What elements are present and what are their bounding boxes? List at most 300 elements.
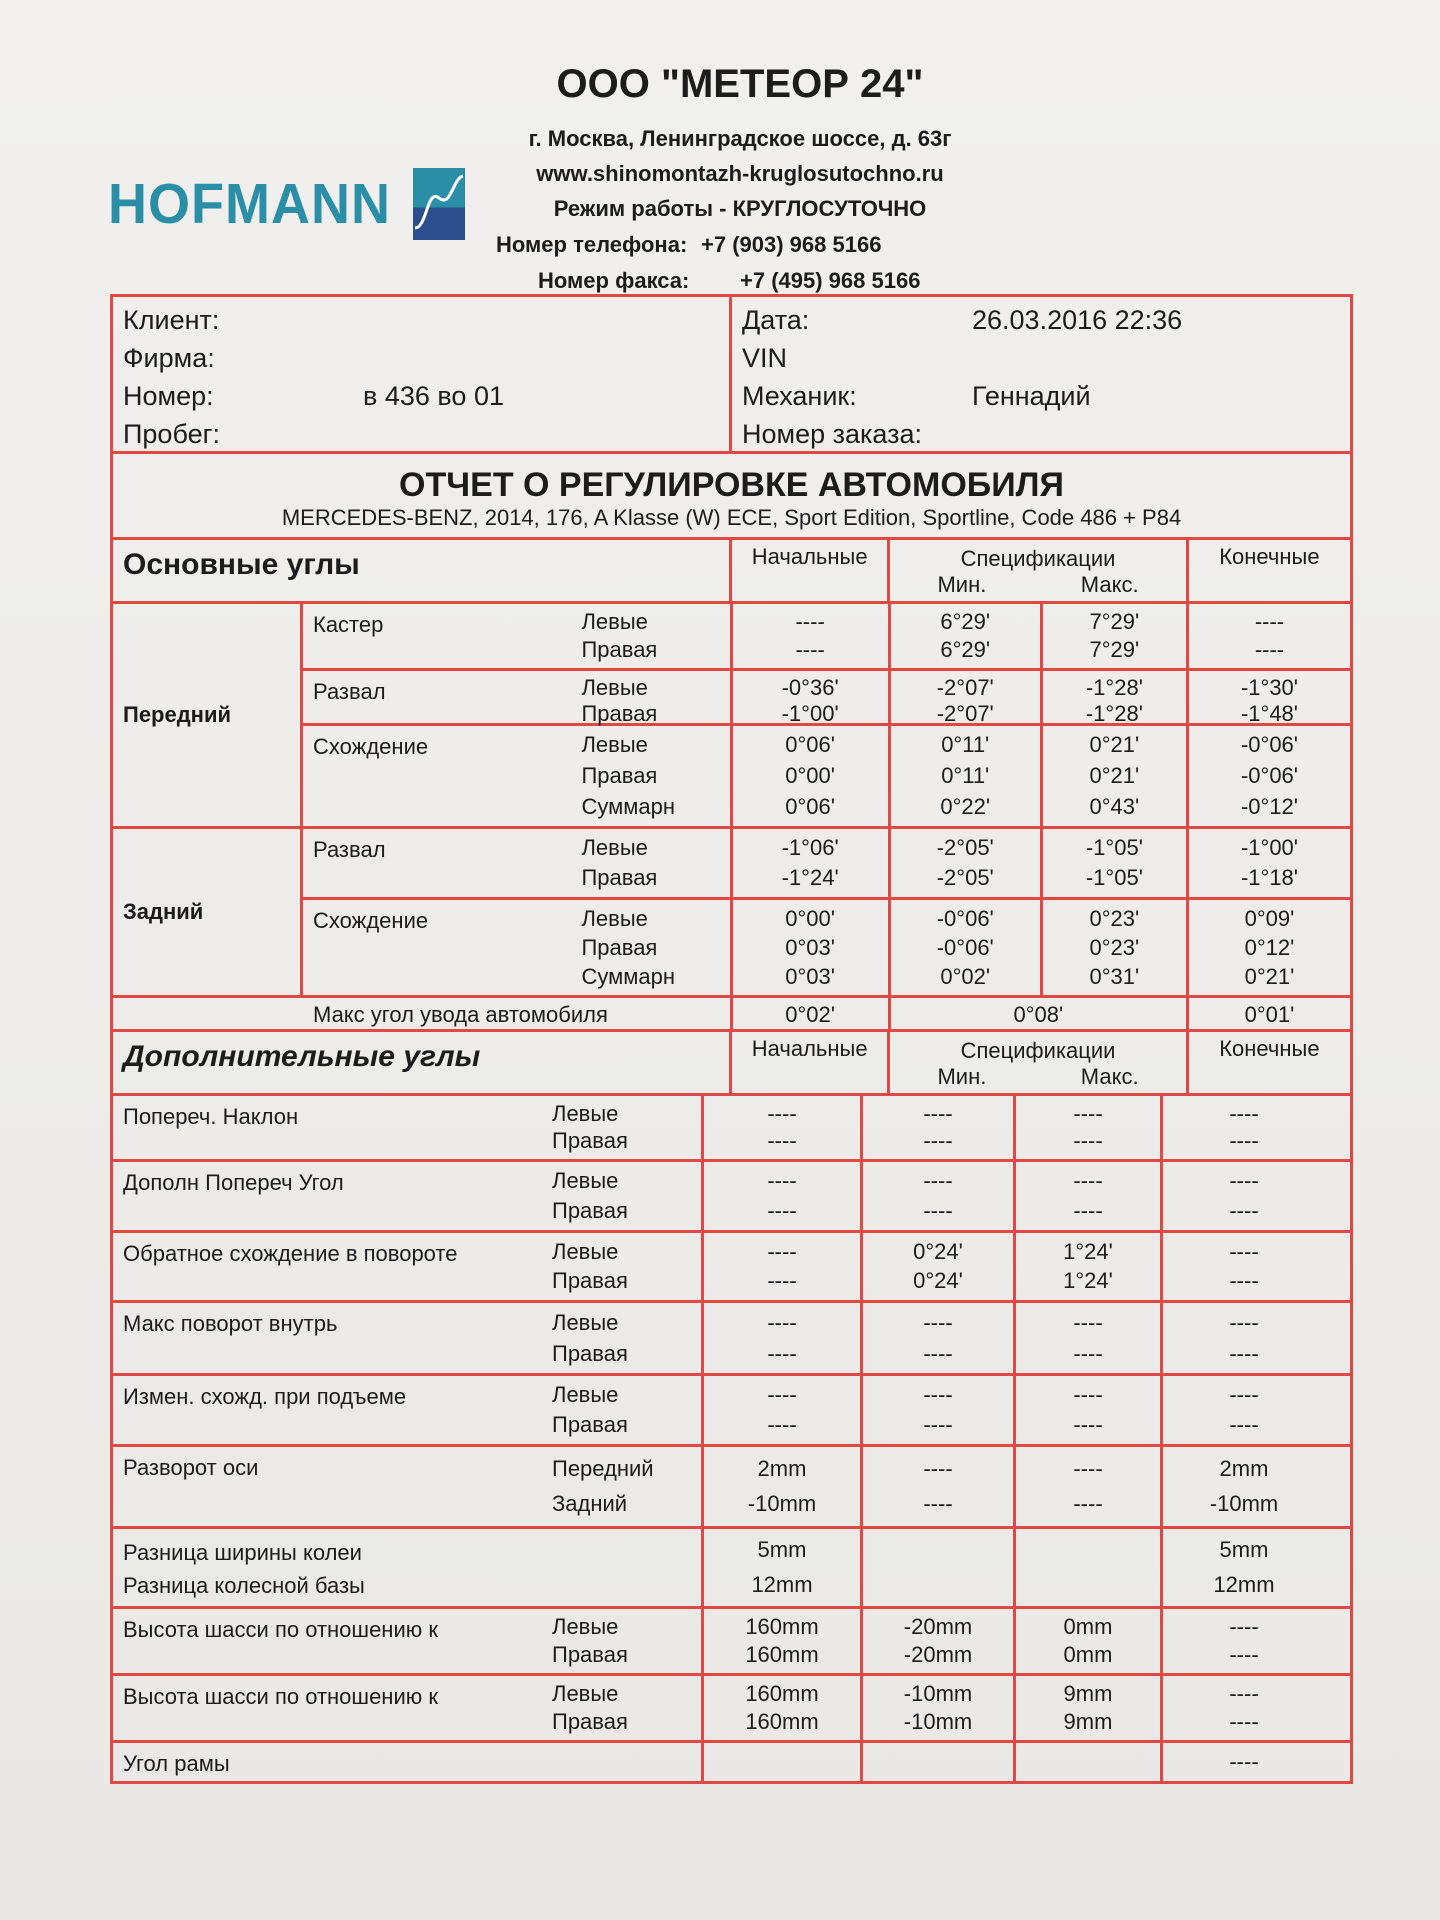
value-spec-max: ---- bbox=[1073, 1412, 1103, 1437]
col-final bbox=[1160, 1162, 1325, 1230]
report-title-section bbox=[113, 454, 1350, 540]
param-name bbox=[113, 1162, 542, 1230]
fax-value: +7 (495) 968 5166 bbox=[740, 268, 921, 293]
value-spec-min: ---- bbox=[923, 1491, 953, 1517]
value-initial: 160mm bbox=[745, 1709, 819, 1734]
value-initial: 2mm bbox=[757, 1455, 807, 1481]
value-initial: ---- bbox=[767, 1309, 797, 1335]
param-name bbox=[303, 671, 571, 723]
value-side: Левые bbox=[552, 1100, 619, 1126]
param-row bbox=[113, 1376, 1350, 1447]
value-spec-max: 1°24' bbox=[1063, 1268, 1113, 1294]
value-side: Левые bbox=[552, 1309, 619, 1335]
col-spec-max bbox=[1013, 1447, 1160, 1526]
col-final bbox=[1160, 1743, 1325, 1781]
value-spec-max: 9mm bbox=[1063, 1681, 1113, 1706]
value-side: Левые bbox=[581, 675, 648, 700]
value-spec-min: ---- bbox=[923, 1340, 953, 1366]
col-spec-max bbox=[1040, 900, 1186, 995]
value-spec-min: ---- bbox=[923, 1168, 953, 1193]
col-spec-max bbox=[1013, 1303, 1160, 1373]
param-name-line: Разница колесной базы bbox=[123, 1572, 365, 1598]
value-side: Левые bbox=[581, 609, 648, 634]
param-row bbox=[113, 1233, 1350, 1303]
value-final: -1°48' bbox=[1240, 701, 1298, 726]
value-final: ---- bbox=[1254, 637, 1285, 662]
spec-label: Спецификации bbox=[960, 546, 1116, 571]
value-spec-min: ---- bbox=[923, 1309, 953, 1335]
value-final: -1°18' bbox=[1240, 865, 1298, 890]
value-final: ---- bbox=[1229, 1642, 1259, 1667]
fax-label: Номер факса: bbox=[538, 268, 690, 293]
value-initial: 160mm bbox=[745, 1681, 819, 1706]
col-spec-max bbox=[1040, 604, 1186, 668]
value-final: ---- bbox=[1254, 609, 1285, 634]
value-final: ---- bbox=[1229, 1382, 1259, 1407]
col-side bbox=[542, 1233, 701, 1300]
col-initial bbox=[701, 1162, 860, 1230]
value-spec-max: 0°23' bbox=[1089, 905, 1140, 931]
col-initial bbox=[701, 1609, 860, 1673]
param-row bbox=[113, 1529, 1350, 1609]
value-final: 0°21' bbox=[1244, 963, 1295, 989]
col-side bbox=[571, 900, 729, 995]
value-initial: ---- bbox=[767, 1382, 797, 1407]
col-spec-min bbox=[888, 900, 1040, 995]
col-spec-max bbox=[1013, 1376, 1160, 1444]
param-row bbox=[303, 900, 1350, 995]
info-value: Геннадий bbox=[972, 381, 1091, 411]
param-name bbox=[113, 1447, 542, 1526]
value-final: -0°12' bbox=[1240, 793, 1298, 819]
col-spec-min bbox=[860, 1609, 1013, 1673]
value-spec-max: ---- bbox=[1073, 1491, 1103, 1517]
info-label: Клиент: bbox=[123, 305, 220, 335]
value-final: ---- bbox=[1229, 1614, 1259, 1639]
value-side: Суммарн bbox=[581, 963, 675, 989]
param-name-text: Высота шасси по отношению к bbox=[123, 1684, 438, 1709]
value-spec-max: 0°43' bbox=[1089, 793, 1140, 819]
col-final bbox=[1186, 829, 1350, 897]
col-initial bbox=[730, 726, 888, 826]
value-final: 2mm bbox=[1219, 1455, 1269, 1481]
value-spec-min: -2°07' bbox=[936, 701, 994, 726]
col-spec-min bbox=[860, 1447, 1013, 1526]
value-initial: ---- bbox=[767, 1238, 797, 1264]
col-spec-max bbox=[1013, 1609, 1160, 1673]
value-initial: -1°00' bbox=[781, 701, 839, 726]
spec-label: Спецификации bbox=[960, 1038, 1116, 1063]
info-row bbox=[742, 339, 1182, 377]
value-final: 12mm bbox=[1213, 1571, 1275, 1597]
value-initial: ---- bbox=[795, 609, 825, 634]
value-spec-max: ---- bbox=[1073, 1168, 1103, 1193]
value-spec-max: 7°29' bbox=[1089, 609, 1140, 634]
col-final bbox=[1186, 900, 1350, 995]
col-spec-min bbox=[888, 726, 1040, 826]
logo-text: HOFMANN bbox=[108, 172, 391, 236]
order-info bbox=[732, 297, 1192, 451]
value-spec-max: ---- bbox=[1073, 1100, 1103, 1126]
param-name bbox=[113, 1376, 542, 1444]
column-max: Макс. bbox=[1080, 572, 1139, 597]
param-name bbox=[113, 1233, 542, 1300]
col-side bbox=[542, 1609, 701, 1673]
axle-label: Передний bbox=[113, 604, 300, 829]
param-row bbox=[303, 726, 1350, 826]
value-spec-min: 0°11' bbox=[941, 732, 990, 758]
value-spec-min: 0°02' bbox=[940, 963, 991, 989]
value-final: ---- bbox=[1229, 1340, 1259, 1366]
value-side: Левые bbox=[552, 1238, 619, 1264]
value-spec-min: -10mm bbox=[903, 1681, 973, 1706]
client-info bbox=[113, 297, 732, 451]
col-initial bbox=[701, 1447, 860, 1526]
value-initial: -0°36' bbox=[781, 675, 839, 700]
info-section bbox=[113, 297, 1350, 454]
col-initial bbox=[701, 1233, 860, 1300]
param-row bbox=[303, 604, 1350, 671]
col-side bbox=[542, 1447, 701, 1526]
spec-minmax bbox=[890, 1064, 1186, 1090]
value-initial: ---- bbox=[767, 1340, 797, 1366]
value-side: Правая bbox=[552, 1128, 628, 1154]
value-spec-max: -1°28' bbox=[1085, 675, 1143, 700]
info-row bbox=[123, 301, 719, 339]
param-name-text: Схождение bbox=[313, 908, 429, 933]
param-name bbox=[113, 1096, 542, 1159]
param-name-text: Измен. схожд. при подъеме bbox=[123, 1384, 407, 1409]
col-final bbox=[1186, 604, 1350, 668]
col-side bbox=[542, 1376, 701, 1444]
col-side bbox=[542, 1743, 701, 1781]
value-spec-max: -1°05' bbox=[1085, 865, 1143, 890]
value-side: Правая bbox=[581, 637, 658, 662]
info-label: Механик: bbox=[742, 381, 857, 411]
phone bbox=[496, 232, 881, 258]
column-final: Конечные bbox=[1186, 540, 1350, 601]
param-name-text: Схождение bbox=[313, 734, 429, 759]
value-spec-max: ---- bbox=[1073, 1198, 1103, 1223]
col-spec-min bbox=[860, 1676, 1013, 1740]
column-spec bbox=[887, 540, 1186, 601]
param-name-text: Дополн Попереч Угол bbox=[123, 1170, 344, 1195]
value-spec-min: -2°07' bbox=[936, 675, 994, 700]
value-side: Задний bbox=[552, 1491, 628, 1517]
col-spec-max bbox=[1013, 1529, 1160, 1606]
section-title: Дополнительные углы bbox=[123, 1040, 481, 1073]
address: г. Москва, Ленинградское шоссе, д. 63г bbox=[528, 126, 952, 151]
thrust-final: 0°01' bbox=[1186, 998, 1350, 1029]
value-spec-max: -1°28' bbox=[1085, 701, 1143, 726]
value-final: ---- bbox=[1229, 1709, 1259, 1734]
param-row bbox=[303, 671, 1350, 726]
col-initial bbox=[730, 900, 888, 995]
value-spec-min: -0°06' bbox=[936, 934, 994, 960]
value-spec-min: 0°24' bbox=[913, 1238, 963, 1264]
axle-label: Задний bbox=[113, 829, 300, 998]
value-spec-min: ---- bbox=[923, 1100, 953, 1126]
thrust-angle-row bbox=[113, 998, 1350, 1032]
value-initial: ---- bbox=[767, 1128, 797, 1154]
value-final: ---- bbox=[1229, 1681, 1259, 1706]
value-spec-max: 0°31' bbox=[1089, 963, 1140, 989]
param-name-text: Высота шасси по отношению к bbox=[123, 1617, 438, 1642]
value-final: -10mm bbox=[1209, 1491, 1279, 1517]
col-spec-min bbox=[888, 604, 1040, 668]
param-row bbox=[113, 1743, 1350, 1781]
param-name bbox=[113, 1303, 542, 1373]
value-side: Правая bbox=[581, 762, 658, 788]
info-row bbox=[123, 339, 719, 377]
column-initial: Начальные bbox=[729, 1032, 887, 1093]
report-table bbox=[110, 294, 1353, 1784]
col-final bbox=[1160, 1376, 1325, 1444]
value-spec-max: 0°21' bbox=[1089, 732, 1140, 758]
thrust-spec: 0°08' bbox=[888, 998, 1186, 1029]
col-final bbox=[1160, 1447, 1325, 1526]
value-side: Левые bbox=[552, 1614, 619, 1639]
col-final bbox=[1160, 1529, 1325, 1606]
param-row bbox=[113, 1162, 1350, 1233]
col-side bbox=[542, 1676, 701, 1740]
col-initial bbox=[701, 1676, 860, 1740]
info-value: 26.03.2016 22:36 bbox=[972, 305, 1183, 335]
col-final bbox=[1186, 726, 1350, 826]
col-side bbox=[542, 1529, 701, 1606]
info-value: в 436 во 01 bbox=[363, 381, 504, 411]
value-initial: 0°00' bbox=[785, 905, 835, 931]
col-spec-max bbox=[1040, 829, 1186, 897]
column-spec bbox=[887, 1032, 1186, 1093]
col-spec-min bbox=[860, 1233, 1013, 1300]
value-spec-max: ---- bbox=[1073, 1382, 1103, 1407]
value-spec-min: ---- bbox=[923, 1455, 953, 1481]
spec-minmax bbox=[890, 572, 1186, 598]
value-initial: -1°06' bbox=[781, 835, 839, 860]
column-initial: Начальные bbox=[729, 540, 887, 601]
param-row bbox=[113, 1676, 1350, 1743]
value-initial: 5mm bbox=[757, 1537, 807, 1563]
param-name bbox=[113, 1743, 542, 1781]
value-spec-min: -0°06' bbox=[936, 905, 994, 931]
value-spec-max: 0°21' bbox=[1089, 762, 1140, 788]
col-initial bbox=[730, 671, 888, 726]
value-final: ---- bbox=[1229, 1198, 1259, 1223]
info-label: VIN bbox=[742, 343, 788, 373]
value-side: Суммарн bbox=[581, 793, 675, 819]
value-spec-max: 0°23' bbox=[1089, 934, 1140, 960]
col-spec-max bbox=[1013, 1676, 1160, 1740]
column-max: Макс. bbox=[1080, 1064, 1139, 1089]
value-side: Правая bbox=[552, 1709, 628, 1734]
col-final bbox=[1160, 1303, 1325, 1373]
info-row bbox=[123, 415, 719, 453]
value-side: Передний bbox=[552, 1455, 654, 1481]
value-spec-min: -2°05' bbox=[936, 835, 994, 860]
value-side: Левые bbox=[552, 1382, 619, 1407]
col-final bbox=[1186, 671, 1350, 726]
value-spec-max: ---- bbox=[1073, 1340, 1103, 1366]
col-initial bbox=[701, 1096, 860, 1159]
col-spec-max bbox=[1040, 726, 1186, 826]
param-name-line: Разница ширины колеи bbox=[123, 1540, 362, 1566]
report-title: ОТЧЕТ О РЕГУЛИРОВКЕ АВТОМОБИЛЯ bbox=[399, 466, 1064, 504]
param-name bbox=[303, 829, 571, 897]
value-final: ---- bbox=[1229, 1128, 1259, 1154]
value-initial: 12mm bbox=[751, 1571, 813, 1597]
info-label: Пробег: bbox=[123, 419, 220, 449]
col-spec-min bbox=[860, 1743, 1013, 1781]
value-side: Левые bbox=[581, 732, 648, 758]
section-header bbox=[113, 1032, 1350, 1096]
value-side: Левые bbox=[581, 905, 648, 931]
col-spec-min bbox=[860, 1162, 1013, 1230]
value-side: Правая bbox=[581, 934, 658, 960]
value-spec-max: 0mm bbox=[1063, 1614, 1113, 1639]
value-spec-min: -10mm bbox=[903, 1709, 973, 1734]
value-initial: -10mm bbox=[747, 1491, 817, 1517]
info-row bbox=[123, 377, 719, 415]
col-final bbox=[1160, 1233, 1325, 1300]
col-spec-min bbox=[860, 1529, 1013, 1606]
value-spec-max: 0mm bbox=[1063, 1642, 1113, 1667]
value-spec-min: ---- bbox=[923, 1198, 953, 1223]
value-initial: ---- bbox=[767, 1198, 797, 1223]
col-side bbox=[542, 1096, 701, 1159]
value-initial: ---- bbox=[767, 1268, 797, 1294]
value-final: 0°12' bbox=[1244, 934, 1295, 960]
thrust-initial: 0°02' bbox=[730, 998, 888, 1029]
col-spec-min bbox=[888, 829, 1040, 897]
param-name-text: Попереч. Наклон bbox=[123, 1104, 299, 1129]
value-final: 0°09' bbox=[1244, 905, 1295, 931]
value-side: Левые bbox=[552, 1681, 619, 1706]
info-row bbox=[742, 415, 1182, 453]
value-side: Правая bbox=[552, 1412, 628, 1437]
value-spec-max: 7°29' bbox=[1089, 637, 1140, 662]
value-spec-min: 0°22' bbox=[940, 793, 991, 819]
axle-params bbox=[300, 829, 1350, 998]
value-final: ---- bbox=[1229, 1100, 1259, 1126]
value-final: -0°06' bbox=[1240, 732, 1298, 758]
col-initial bbox=[701, 1743, 860, 1781]
value-spec-max: 1°24' bbox=[1063, 1238, 1113, 1264]
value-spec-min: 0°11' bbox=[941, 762, 990, 788]
phone-value: +7 (903) 968 5166 bbox=[701, 232, 882, 257]
value-initial: 0°00' bbox=[785, 762, 835, 788]
value-spec-min: ---- bbox=[923, 1382, 953, 1407]
value-final: ---- bbox=[1229, 1309, 1259, 1335]
website: www.shinomontazh-kruglosutochno.ru bbox=[536, 161, 944, 186]
value-final: ---- bbox=[1229, 1268, 1259, 1294]
value-initial: 160mm bbox=[745, 1642, 819, 1667]
col-spec-max bbox=[1013, 1743, 1160, 1781]
param-name-text: Развал bbox=[313, 679, 386, 704]
value-side: Правая bbox=[581, 701, 658, 726]
value-spec-max: ---- bbox=[1073, 1309, 1103, 1335]
column-min: Мин. bbox=[937, 1064, 987, 1089]
value-side: Правая bbox=[552, 1340, 628, 1366]
value-side: Левые bbox=[552, 1168, 619, 1193]
value-spec-min: ---- bbox=[923, 1128, 953, 1154]
vehicle-description: MERCEDES-BENZ, 2014, 176, A Klasse (W) ECE, Sport Edition, Sportline, Code 486 + P84 bbox=[281, 505, 1182, 530]
info-row bbox=[742, 301, 1182, 339]
value-initial: 0°03' bbox=[785, 934, 835, 960]
col-initial bbox=[701, 1529, 860, 1606]
value-side: Правая bbox=[552, 1198, 628, 1223]
value-final: -1°30' bbox=[1240, 675, 1298, 700]
value-initial: 0°06' bbox=[785, 732, 835, 758]
fax bbox=[538, 268, 920, 294]
value-spec-min: 6°29' bbox=[940, 637, 991, 662]
info-label: Номер: bbox=[123, 381, 214, 411]
col-spec-max bbox=[1013, 1233, 1160, 1300]
value-final: -0°06' bbox=[1240, 762, 1298, 788]
col-initial bbox=[730, 604, 888, 668]
col-side bbox=[542, 1303, 701, 1373]
value-initial: 160mm bbox=[745, 1614, 819, 1639]
axle-group bbox=[113, 604, 1350, 829]
param-name-text: Макс поворот внутрь bbox=[123, 1311, 338, 1336]
col-final bbox=[1160, 1609, 1325, 1673]
info-label: Номер заказа: bbox=[742, 419, 923, 449]
value-side: Правая bbox=[552, 1642, 628, 1667]
value-spec-min: 6°29' bbox=[940, 609, 991, 634]
value-initial: 0°06' bbox=[785, 793, 835, 819]
param-name bbox=[303, 900, 571, 995]
value-spec-max: ---- bbox=[1073, 1455, 1103, 1481]
col-spec-max bbox=[1013, 1162, 1160, 1230]
value-side: Правая bbox=[552, 1268, 628, 1294]
section-title: Основные углы bbox=[123, 548, 360, 581]
axle-group bbox=[113, 829, 1350, 998]
param-row bbox=[303, 829, 1350, 900]
value-spec-max: -1°05' bbox=[1085, 835, 1143, 860]
value-spec-max: 9mm bbox=[1063, 1709, 1113, 1734]
value-initial: ---- bbox=[767, 1100, 797, 1126]
col-side bbox=[571, 726, 729, 826]
value-spec-min: 0°24' bbox=[913, 1268, 963, 1294]
col-final bbox=[1160, 1676, 1325, 1740]
value-final: 5mm bbox=[1219, 1537, 1269, 1563]
value-side: Правая bbox=[581, 865, 658, 890]
column-final: Конечные bbox=[1186, 1032, 1350, 1093]
phone-label: Номер телефона: bbox=[496, 232, 688, 257]
company-name: ООО "МЕТЕОР 24" bbox=[556, 62, 924, 106]
col-spec-min bbox=[860, 1376, 1013, 1444]
section-header bbox=[113, 540, 1350, 604]
value-spec-max: ---- bbox=[1073, 1128, 1103, 1154]
value-final: ---- bbox=[1229, 1168, 1259, 1193]
value-spec-min: -20mm bbox=[903, 1614, 973, 1639]
param-name-text: Угол рамы bbox=[123, 1751, 230, 1776]
col-side bbox=[542, 1162, 701, 1230]
col-side bbox=[571, 829, 729, 897]
param-name bbox=[113, 1529, 542, 1606]
value-final: ---- bbox=[1229, 1238, 1259, 1264]
param-row bbox=[113, 1609, 1350, 1676]
value-final: ---- bbox=[1229, 1412, 1259, 1437]
param-name bbox=[303, 726, 571, 826]
col-initial bbox=[730, 829, 888, 897]
col-spec-max bbox=[1040, 671, 1186, 726]
col-spec-min bbox=[860, 1303, 1013, 1373]
hofmann-logo bbox=[108, 168, 465, 240]
col-initial bbox=[701, 1376, 860, 1444]
thrust-label: Макс угол увода автомобиля bbox=[313, 1002, 608, 1027]
value-spec-min: ---- bbox=[923, 1412, 953, 1437]
